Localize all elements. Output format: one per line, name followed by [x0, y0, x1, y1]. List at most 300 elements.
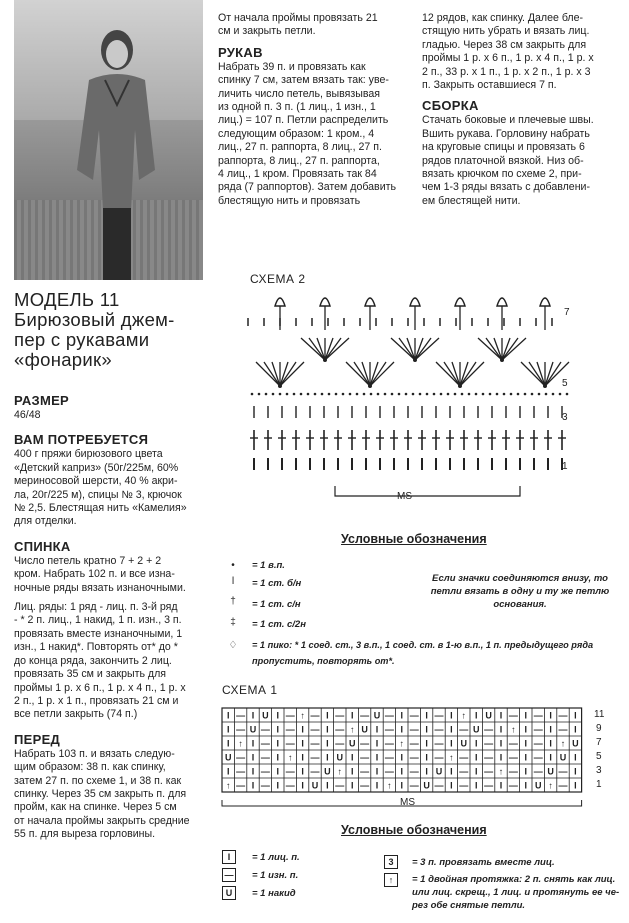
grid-symbol: —: [260, 738, 270, 749]
grid-symbol: I: [226, 766, 230, 777]
grid-symbol: I: [301, 724, 304, 735]
legend2-title: Условные обозначения: [341, 823, 487, 837]
fan-stitch: [399, 338, 415, 360]
legend2-three: = 3 п. провязать вместе лиц.: [412, 857, 555, 868]
picot-mark: [365, 298, 375, 306]
grid-symbol: —: [360, 752, 370, 763]
chain-dot: [272, 393, 275, 396]
fan-stitch: [354, 362, 370, 386]
chain-dot: [566, 393, 569, 396]
grid-symbol: I: [425, 724, 428, 735]
front-line: щим образом: 38 п. как спинку,: [14, 761, 166, 774]
materials-line: ла, 20г/225 м), спицы № 3, крючок: [14, 488, 182, 501]
grid-symbol: —: [384, 710, 394, 721]
grid-symbol: —: [236, 724, 246, 735]
grid-symbol: U: [547, 766, 554, 777]
grid-symbol: —: [434, 752, 444, 763]
chain-dot: [510, 393, 513, 396]
grid-symbol: —: [335, 724, 345, 735]
sleeve-line: лиц.) = 107 п. Петли распределить: [218, 114, 389, 127]
fan-base-dot: [543, 384, 547, 388]
model-name-line: «фонарик»: [14, 349, 113, 370]
grid-symbol: I: [251, 766, 255, 777]
chain-dot: [461, 393, 464, 396]
grid-symbol: I: [549, 724, 552, 735]
grid-symbol: —: [409, 752, 419, 763]
legend1-pico: = 1 пико: * 1 соед. ст., 3 в.п., 1 соед. ст. в 1-ю в.п., 1 п. предыдущего ряда: [252, 640, 594, 650]
chain-dot: [314, 393, 317, 396]
grid-symbol: ↑: [461, 710, 467, 721]
left-text-column: [14, 393, 206, 842]
back-line: Лиц. ряды: 1 ряд - лиц. п. 3-й ряд: [14, 601, 178, 614]
picot-mark: [410, 298, 420, 306]
chain-dot: [377, 393, 380, 396]
grid-symbol: —: [285, 724, 295, 735]
chain-dot: [454, 393, 457, 396]
fan-stitch: [460, 362, 476, 386]
right-text-column: [422, 12, 617, 208]
assembly-line: ем блестящей нити.: [422, 194, 521, 207]
grid-symbol: I: [524, 738, 528, 749]
chain-dot: [433, 393, 436, 396]
front-heading: ПЕРЕД: [14, 731, 61, 747]
grid-symbol: —: [236, 780, 246, 791]
fan-stitch: [280, 362, 296, 386]
grid-symbol: U: [559, 752, 567, 763]
grid-symbol: I: [574, 780, 577, 791]
chain-dot: [398, 393, 401, 396]
legend2-double: или лиц. скрещ., 1 лиц. и протянуть ее че-: [412, 887, 620, 898]
materials-line: «Детский каприз» (50г/225м, 60%: [14, 461, 179, 474]
scheme1-grid: [218, 700, 593, 810]
grid-symbol: U: [472, 724, 480, 735]
chain-dot: [503, 393, 506, 396]
grid-symbol: I: [326, 710, 329, 721]
right-line: 12 рядов, как спинку. Далее бле-: [422, 12, 584, 24]
grid-symbol: I: [251, 752, 255, 763]
legend2-double: = 1 двойная протяжка: 2 п. снять как лиц.: [412, 874, 616, 885]
model-title: [14, 290, 204, 370]
sleeve-line: личить число петель, вывязывая: [218, 87, 380, 100]
grid-symbol: —: [484, 752, 494, 763]
model-photo: [14, 0, 203, 280]
legend1-note: Если значки соединяются внизу, то: [432, 573, 608, 584]
grid-symbol: I: [400, 710, 404, 721]
grid-symbol: I: [326, 738, 329, 749]
chain-dot: [300, 393, 303, 396]
double-decrease-symbol-icon: ↑: [384, 873, 398, 887]
chain-dot: [440, 393, 443, 396]
scheme2-ms-label: MS: [397, 491, 412, 502]
scheme2-label: СХЕМА 2: [250, 272, 306, 286]
grid-symbol: I: [549, 752, 552, 763]
fan-stitch: [502, 338, 518, 360]
grid-symbol: I: [574, 724, 577, 735]
chain-dot: [328, 393, 331, 396]
grid-symbol: —: [310, 752, 320, 763]
back-line: 2 п., 1 р. х 1 п., провязать 21 см и: [14, 694, 179, 707]
grid-symbol: —: [459, 752, 469, 763]
sleeve-line: из одной п. 3 п. (1 лиц., 1 изн., 1: [218, 101, 376, 114]
grid-symbol: ↑: [560, 738, 566, 749]
grid-symbol: —: [409, 710, 419, 721]
purl-symbol-icon: —: [222, 868, 236, 882]
assembly-line: рядов платочной вязкой. Низ об-: [422, 154, 584, 167]
grid-symbol: I: [524, 752, 528, 763]
grid-symbol: U: [336, 752, 344, 763]
legend1-item: = 1 ст. с/н: [252, 599, 301, 610]
grid-symbol: I: [450, 766, 453, 777]
fan-base-dot: [278, 384, 282, 388]
back-line: - * 2 п. лиц., 1 накид, 1 п. изн., 3 п.: [14, 614, 182, 627]
grid-symbol: —: [434, 738, 444, 749]
grid-symbol: —: [360, 710, 370, 721]
front-line: Набрать 103 п. и вязать следую-: [14, 747, 175, 760]
grid-symbol: —: [533, 766, 543, 777]
size-value: 46/48: [14, 409, 41, 421]
scheme2-row-number: 1: [562, 461, 568, 472]
fan-stitch: [545, 362, 561, 386]
grid-symbol: I: [375, 780, 379, 791]
chain-dot: [496, 393, 499, 396]
grid-symbol: —: [384, 724, 394, 735]
chain-dot: [384, 393, 387, 396]
grid-symbol: —: [236, 710, 246, 721]
chain-dot: [251, 393, 254, 396]
legend1-item: = 1 ст. б/н: [252, 578, 302, 589]
assembly-line: на круговые спицы и провязать 6: [422, 141, 585, 154]
grid-symbol: ↑: [238, 738, 243, 749]
front-line: от начала проймы закрыть средние: [14, 814, 190, 827]
grid-symbol: I: [425, 710, 428, 721]
legend1-note: петли вязать в одну и ту же петлю: [430, 586, 610, 597]
grid-symbol: —: [384, 766, 394, 777]
grid-symbol: U: [249, 724, 257, 735]
grid-symbol: I: [474, 780, 478, 791]
grid-symbol: —: [310, 766, 320, 777]
model-figure-icon: [69, 20, 159, 280]
scheme2-row-number: 5: [562, 378, 568, 389]
grid-symbol: U: [361, 724, 368, 735]
grid-symbol: U: [324, 766, 331, 777]
grid-symbol: I: [301, 766, 304, 777]
grid-symbol: ↑: [399, 738, 405, 749]
front-line: затем 27 п. по схеме 1, и 38 п. как: [14, 774, 182, 787]
right-line: 2 п., 33 р. х 1 п., 1 р. х 2 п., 1 р. х 3: [422, 65, 591, 78]
grid-symbol: —: [558, 766, 568, 777]
grid-symbol: U: [262, 710, 269, 721]
fan-stitch: [264, 362, 280, 386]
grid-symbol: —: [335, 710, 345, 721]
assembly-line: Стачать боковые и плечевые швы.: [422, 114, 594, 127]
grid-symbol: —: [484, 738, 494, 749]
grid-symbol: I: [326, 752, 329, 763]
back-line: изн., 1 накид*. Повторять от* до *: [14, 641, 178, 654]
mid-line: см и закрыть петли.: [218, 25, 316, 38]
grid-symbol: I: [524, 710, 528, 721]
grid-symbol: —: [409, 780, 419, 791]
scheme1-row-number: 11: [594, 709, 605, 720]
grid-symbol: —: [459, 766, 469, 777]
scheme1-row-number: 1: [596, 779, 602, 790]
back-heading: СПИНКА: [14, 538, 71, 554]
grid-symbol: ↑: [548, 780, 553, 791]
grid-symbol: I: [474, 710, 478, 721]
picot-mark: [275, 298, 285, 306]
back-line: проймы 1 р. х 6 п., 1 р. х 4 п., 1 р. х: [14, 681, 186, 694]
chain-dot: [363, 393, 366, 396]
right-line: стящую нить убрать и вязать лиц.: [422, 25, 590, 38]
grid-symbol: —: [484, 780, 494, 791]
grid-symbol: —: [285, 738, 295, 749]
grid-symbol: I: [574, 710, 577, 721]
chain-dot: [405, 393, 408, 396]
grid-symbol: I: [425, 738, 428, 749]
grid-symbol: I: [375, 752, 379, 763]
grid-symbol: —: [533, 710, 543, 721]
chain-dot: [342, 393, 345, 396]
legend1-title: Условные обозначения: [341, 532, 487, 546]
scheme1-row-number: 9: [596, 723, 602, 734]
grid-symbol: I: [450, 710, 453, 721]
front-line: пройм, как на спинке. Через 5 см: [14, 801, 177, 814]
grid-symbol: I: [276, 710, 280, 721]
grid-symbol: I: [574, 752, 577, 763]
grid-symbol: U: [373, 710, 381, 721]
grid-symbol: —: [558, 780, 568, 791]
grid-symbol: I: [276, 780, 280, 791]
grid-symbol: I: [276, 752, 280, 763]
grid-symbol: U: [423, 780, 430, 791]
scheme2-row-number: 3: [562, 412, 568, 423]
picot-mark: [455, 298, 465, 306]
grid-symbol: —: [434, 780, 444, 791]
grid-symbol: I: [326, 780, 329, 791]
grid-symbol: —: [384, 752, 394, 763]
legend2-item: = 1 изн. п.: [252, 870, 299, 881]
grid-symbol: U: [311, 780, 319, 791]
grid-symbol: —: [360, 780, 370, 791]
grid-symbol: I: [499, 710, 503, 721]
chain-dot: [517, 393, 520, 396]
grid-symbol: I: [425, 766, 428, 777]
chain-dot: [307, 393, 310, 396]
scheme1-label: СХЕМА 1: [222, 683, 278, 697]
grid-symbol: I: [226, 710, 230, 721]
grid-symbol: ↑: [349, 724, 355, 735]
grid-symbol: —: [285, 710, 295, 721]
fan-stitch: [529, 362, 545, 386]
back-line: провязать 35 см и закрыть для: [14, 668, 167, 681]
legend2-item: = 1 накид: [252, 888, 296, 899]
chain-dot: [321, 393, 324, 396]
grid-symbol: I: [276, 738, 280, 749]
chain-dot: [349, 393, 352, 396]
grid-symbol: —: [310, 724, 320, 735]
grid-symbol: I: [301, 738, 304, 749]
chain-dot: [475, 393, 478, 396]
grid-symbol: I: [400, 752, 404, 763]
grid-symbol: —: [508, 766, 518, 777]
grid-symbol: I: [375, 766, 379, 777]
grid-symbol: I: [350, 710, 354, 721]
materials-heading: ВАМ ПОТРЕБУЕТСЯ: [14, 432, 149, 448]
chain-dot: [489, 393, 492, 396]
grid-symbol: I: [524, 766, 528, 777]
grid-symbol: —: [409, 724, 419, 735]
grid-symbol: —: [533, 738, 543, 749]
grid-symbol: I: [499, 752, 503, 763]
grid-symbol: I: [226, 738, 230, 749]
grid-symbol: —: [236, 766, 246, 777]
grid-symbol: I: [425, 752, 428, 763]
grid-symbol: —: [508, 780, 518, 791]
grid-symbol: I: [474, 752, 478, 763]
size-heading: РАЗМЕР: [14, 393, 70, 408]
fan-stitch: [370, 362, 386, 386]
grid-symbol: —: [260, 724, 270, 735]
chain-dot: [552, 393, 555, 396]
ms-bracket: [335, 486, 520, 496]
legend2-double: рез обе снятые петли.: [412, 900, 526, 911]
chain-dot: [356, 393, 359, 396]
right-line: гладью. Через 38 см закрыть для: [422, 38, 587, 51]
grid-symbol: I: [375, 738, 379, 749]
grid-symbol: —: [508, 752, 518, 763]
grid-symbol: I: [326, 724, 329, 735]
grid-symbol: —: [434, 710, 444, 721]
grid-symbol: I: [499, 724, 503, 735]
double-crochet-symbol-icon: †: [230, 596, 236, 607]
sleeve-heading: РУКАВ: [218, 44, 263, 60]
sleeve-line: лиц., 27 п. раппорта, 8 лиц., 27 п.: [218, 141, 382, 154]
grid-symbol: —: [508, 738, 518, 749]
grid-symbol: I: [276, 724, 280, 735]
grid-symbol: I: [251, 710, 255, 721]
chain-dot: [391, 393, 394, 396]
scheme1-ms-label: MS: [400, 797, 415, 808]
grid-symbol: U: [460, 738, 468, 749]
picot-mark: [320, 298, 330, 306]
grid-symbol: I: [450, 780, 453, 791]
legend1-pico: пропустить, повторять от*.: [252, 656, 395, 666]
fan-stitch: [444, 362, 460, 386]
grid-symbol: —: [508, 710, 518, 721]
grid-symbol: —: [260, 766, 270, 777]
grid-symbol: U: [435, 766, 443, 777]
grid-symbol: U: [348, 738, 356, 749]
chain-dot: [531, 393, 534, 396]
sleeve-line: 4 лиц., 1 кром. Провязать так 84: [218, 168, 377, 181]
fan-stitch: [415, 338, 431, 360]
chain-dot: [286, 393, 289, 396]
fan-base-dot: [323, 358, 327, 362]
grid-symbol: I: [474, 766, 478, 777]
fan-base-dot: [458, 384, 462, 388]
fan-stitch: [486, 338, 502, 360]
chain-dot: [370, 393, 373, 396]
chain-dot: [426, 393, 429, 396]
scheme1-row-number: 5: [596, 751, 602, 762]
scheme1-row-number: 7: [596, 737, 602, 748]
legend1-item: = 1 в.п.: [252, 560, 285, 571]
grid-symbol: —: [459, 780, 469, 791]
grid-symbol: —: [558, 724, 568, 735]
grid-symbol: —: [310, 738, 320, 749]
grid-symbol: U: [224, 752, 232, 763]
yarn-over-symbol-icon: U: [222, 886, 236, 900]
grid-symbol: —: [335, 738, 345, 749]
grid-symbol: I: [301, 780, 304, 791]
fan-base-dot: [413, 358, 417, 362]
grid-symbol: ↑: [387, 780, 392, 791]
right-line: п. Закрыть оставшиеся 7 п.: [422, 79, 557, 92]
grid-symbol: I: [549, 710, 552, 721]
model-name-line: Бирюзовый джем-: [14, 309, 175, 330]
sleeve-line: раппорта, 8 лиц., 27 п. раппорта,: [218, 154, 380, 167]
assembly-line: чем 1-3 ряды вязать с добавлени-: [422, 181, 590, 194]
materials-line: мериносовой шерсти, 40 % акри-: [14, 475, 178, 488]
grid-symbol: I: [524, 780, 528, 791]
fan-base-dot: [368, 384, 372, 388]
legend1-item: = 1 ст. с/2н: [252, 619, 306, 630]
picot-symbol-icon: ♢: [228, 640, 238, 651]
grid-symbol: —: [285, 780, 295, 791]
fan-base-dot: [500, 358, 504, 362]
chain-dot: [559, 393, 562, 396]
grid-symbol: —: [260, 752, 270, 763]
mid-line: От начала проймы провязать 21: [218, 12, 378, 24]
grid-symbol: U: [572, 738, 579, 749]
treble-crochet-symbol-icon: ‡: [230, 617, 236, 628]
grid-symbol: ↑: [498, 766, 504, 777]
grid-symbol: —: [236, 752, 246, 763]
scheme2-diagram: [240, 288, 580, 508]
sleeve-line: блестящую нить и провязать: [218, 194, 361, 207]
chain-dot: [258, 393, 261, 396]
grid-symbol: ↑: [287, 752, 293, 763]
grid-symbol: —: [533, 752, 543, 763]
picot-mark: [540, 298, 550, 306]
assembly-line: вязать крючком по схеме 2, при-: [422, 168, 582, 181]
model-name-line: пер с рукавами: [14, 329, 150, 350]
back-line: ночные ряды вязать изнаночными.: [14, 581, 186, 594]
back-line: кром. Набрать 102 п. и все изна-: [14, 568, 175, 581]
grid-symbol: U: [485, 710, 492, 721]
grid-symbol: I: [350, 780, 354, 791]
back-line: до конца ряда, закончить 2 лиц.: [14, 654, 172, 667]
chain-dot: [538, 393, 541, 396]
materials-line: 400 г пряжи бирюзового цвета: [14, 448, 163, 461]
grid-symbol: I: [226, 724, 230, 735]
grid-symbol: —: [484, 724, 494, 735]
model-number: МОДЕЛЬ 11: [14, 289, 120, 310]
chain-symbol-icon: •: [231, 560, 235, 571]
grid-symbol: I: [499, 738, 503, 749]
grid-symbol: I: [400, 766, 404, 777]
grid-symbol: —: [409, 766, 419, 777]
grid-symbol: —: [360, 766, 370, 777]
chain-dot: [482, 393, 485, 396]
sleeve-line: ряда (7 раппортов). Затем добавить: [218, 181, 396, 194]
knit-three-together-symbol-icon: 3: [384, 855, 398, 869]
front-line: 55 п. для выреза горловины.: [14, 828, 156, 841]
grid-symbol: I: [276, 766, 280, 777]
grid-symbol: —: [384, 738, 394, 749]
chain-dot: [545, 393, 548, 396]
grid-symbol: —: [459, 724, 469, 735]
back-line: все петли закрыть (74 п.): [14, 708, 138, 721]
